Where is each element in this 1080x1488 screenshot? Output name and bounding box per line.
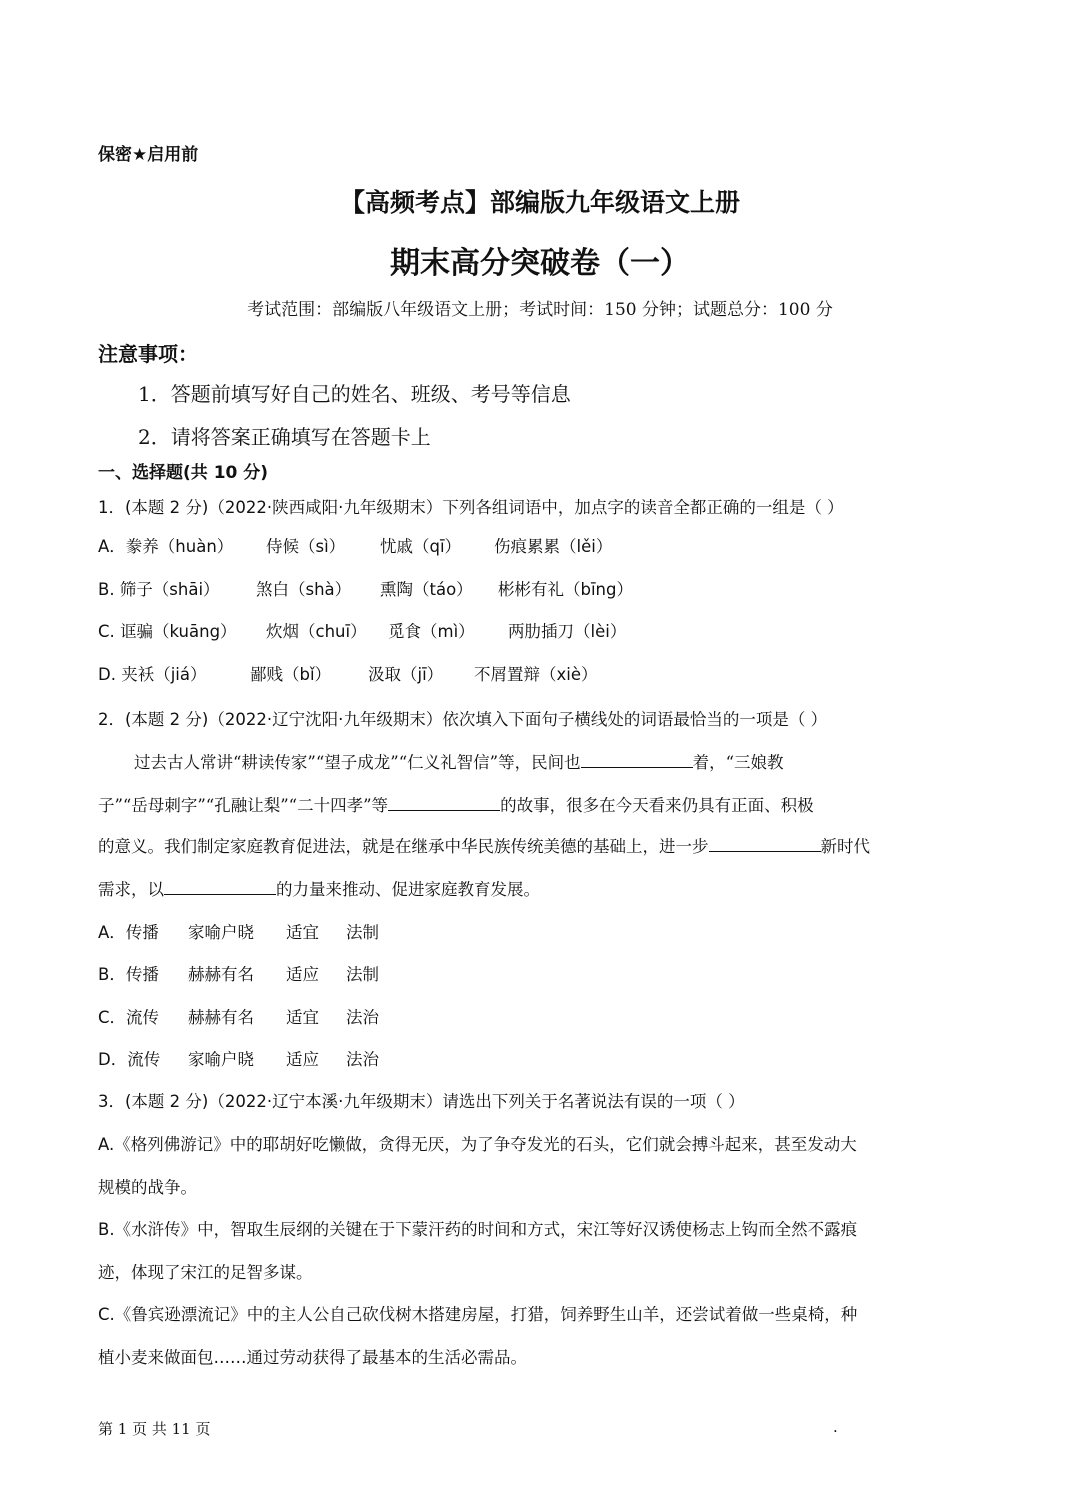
passage-text: 着，“三娘教 [692, 753, 784, 772]
passage-line [98, 876, 540, 900]
passage-text: 需求，以 [98, 880, 164, 899]
passage-text: 的力量来推动、促进家庭教育发展。 [276, 880, 540, 899]
question-2-option-a[interactable] [98, 919, 498, 943]
notice-item: 2．请将答案正确填写在答题卡上 [138, 425, 431, 449]
option-word: 法治 [346, 1008, 379, 1027]
option-word: D. 夹袄（jiá） [98, 665, 207, 684]
option-word: 煞白（shà） [256, 580, 352, 599]
notice-heading: 注意事项： [98, 342, 198, 366]
question-2-option-b[interactable] [98, 961, 498, 985]
option-word: 法制 [346, 923, 379, 942]
question-1-stem: 1．(本题 2 分)（2022·陕西咸阳·九年级期末）下列各组词语中，加点字的读音全都正确的一组是（ ） [98, 498, 844, 517]
option-word: 不屑置辩（xiè） [474, 665, 598, 684]
passage-line [98, 833, 870, 857]
question-2-stem: 2．(本题 2 分)（2022·辽宁沈阳·九年级期末）依次填入下面句子横线处的词语最恰当的一项是（ ） [98, 710, 828, 729]
option-word: 鄙贱（bǐ） [250, 665, 332, 684]
question-2-option-c[interactable] [98, 1004, 498, 1028]
option-word: 赫赫有名 [188, 1008, 254, 1027]
blank-3[interactable] [709, 835, 821, 852]
notice-item: 1．答题前填写好自己的姓名、班级、考号等信息 [138, 382, 571, 406]
footer-dot: . [833, 1418, 838, 1436]
option-word: 侍候（sì） [266, 537, 346, 556]
option-word: D．流传 [98, 1050, 161, 1069]
passage-line [134, 749, 784, 773]
question-2-option-d[interactable] [98, 1046, 498, 1070]
option-word: 汲取（jī） [368, 665, 444, 684]
option-word: 家喻户晓 [188, 923, 254, 942]
option-word: B．传播 [98, 965, 159, 984]
exam-info: 考试范围：部编版八年级语文上册；考试时间：150 分钟；试题总分：100 分 [247, 300, 833, 320]
question-1-option-d[interactable] [98, 661, 978, 685]
question-3-stem: 3．(本题 2 分)（2022·辽宁本溪·九年级期末）请选出下列关于名著说法有误的一项（ ） [98, 1092, 745, 1111]
option-word: A．豢养（huàn） [98, 537, 234, 556]
option-word: 熏陶（táo） [380, 580, 473, 599]
question-1-option-b[interactable] [98, 576, 978, 600]
blank-1[interactable] [581, 751, 693, 768]
option-word: 两肋插刀（lèi） [508, 622, 627, 641]
option-word: 家喻户晓 [188, 1050, 254, 1069]
option-word: 法治 [346, 1050, 379, 1069]
question-1-option-a[interactable] [98, 533, 978, 557]
exam-subtitle: 期末高分突破卷（一） [390, 246, 690, 281]
option-word: 炊烟（chuī） [266, 622, 367, 641]
question-3-option-c[interactable]: C.《鲁宾逊漂流记》中的主人公自己砍伐树木搭建房屋，打猎，饲养野生山羊，还尝试着做一些桌椅，种 [98, 1305, 858, 1324]
question-3-option-a[interactable]: A.《格列佛游记》中的耶胡好吃懒做，贪得无厌，为了争夺发光的石头，它们就会搏斗起来，甚至发动大 [98, 1135, 857, 1154]
option-word: 法制 [346, 965, 379, 984]
option-word: C．流传 [98, 1008, 160, 1027]
page-number: 第 1 页 共 11 页 [98, 1420, 211, 1438]
section-heading: 一、选择题(共 10 分) [98, 463, 269, 483]
passage-text: 新时代 [820, 837, 870, 856]
option-word: 忧戚（qī） [380, 537, 462, 556]
blank-4[interactable] [164, 878, 276, 895]
option-word: B. 筛子（shāi） [98, 580, 220, 599]
question-3-option-a-cont: 规模的战争。 [98, 1178, 197, 1197]
option-word: A．传播 [98, 923, 159, 942]
option-word: 觅食（mì） [388, 622, 475, 641]
passage-text: 子”“岳母刺字”“孔融让梨”“二十四孝”等 [98, 796, 389, 815]
option-word: 适宜 [286, 923, 319, 942]
passage-line [98, 792, 814, 816]
question-3-option-c-cont: 植小麦来做面包……通过劳动获得了最基本的生活必需品。 [98, 1348, 527, 1367]
passage-text: 的故事，很多在今天看来仍具有正面、积极 [500, 796, 814, 815]
question-1-option-c[interactable] [98, 618, 978, 642]
question-3-option-b-cont: 迹，体现了宋江的足智多谋。 [98, 1263, 313, 1282]
blank-2[interactable] [388, 794, 500, 811]
question-3-option-b[interactable]: B.《水浒传》中，智取生辰纲的关键在于下蒙汗药的时间和方式，宋江等好汉诱使杨志上钩而全然不露痕 [98, 1220, 858, 1239]
passage-text: 的意义。我们制定家庭教育促进法，就是在继承中华民族传统美德的基础上，进一步 [98, 837, 709, 856]
option-word: 伤痕累累（lěi） [494, 537, 613, 556]
option-word: 适应 [286, 1050, 319, 1069]
option-word: C. 诓骗（kuāng） [98, 622, 237, 641]
passage-text: 过去古人常讲“耕读传家”“望子成龙”“仁义礼智信”等，民间也 [134, 753, 581, 772]
option-word: 彬彬有礼（bīng） [498, 580, 633, 599]
option-word: 适应 [286, 965, 319, 984]
exam-title: 【高频考点】部编版九年级语文上册 [339, 188, 740, 217]
option-word: 赫赫有名 [188, 965, 254, 984]
option-word: 适宜 [286, 1008, 319, 1027]
secret-label: 保密★启用前 [98, 145, 199, 165]
